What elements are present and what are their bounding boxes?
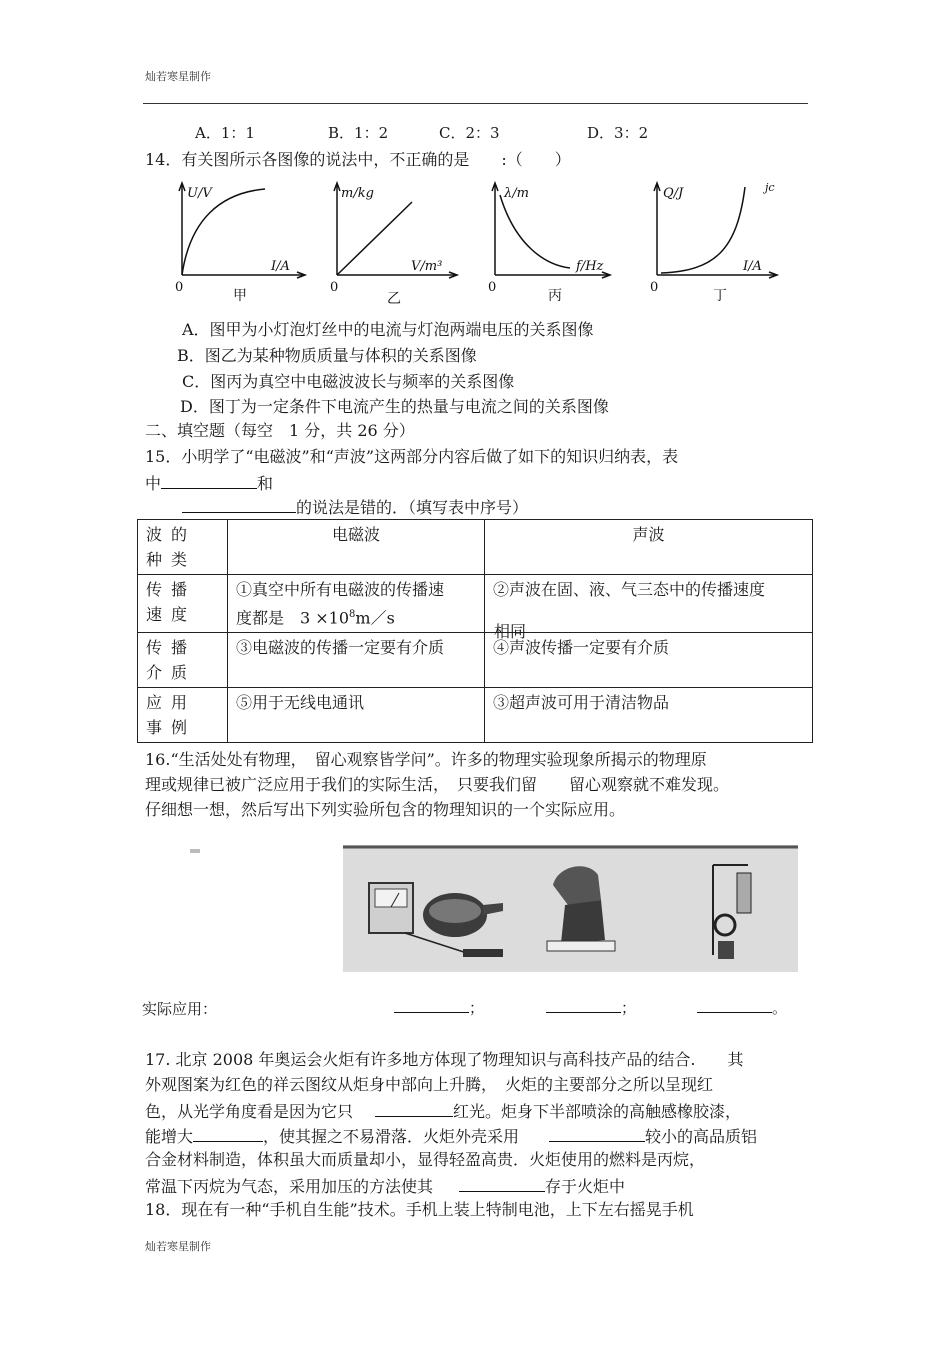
q15-prefix: 中: [145, 474, 162, 493]
q13-options: [195, 123, 648, 143]
q17-blank-3[interactable]: [549, 1125, 645, 1142]
q15-and: 和: [257, 474, 274, 493]
q13-option-c: C．2：3: [439, 124, 500, 142]
q16-line1: 16.“生活处处有物理， 留心观察皆学问”。许多的物理实验现象所揭示的物理原: [145, 750, 707, 769]
q15-instruction: 的说法是错的．（填写表中序号）: [296, 498, 529, 517]
q16-answer-2: [546, 996, 636, 1018]
table-cell-em: [228, 575, 485, 633]
q17-line4: [145, 1125, 757, 1147]
q16-line2: 理或规律已被广泛应用于我们的实际生活， 只要我们留 留心观察就不难发现。: [145, 775, 730, 794]
q16-sep-1: ；: [469, 999, 485, 1017]
graph-bing-xlabel: f/Hz: [576, 259, 604, 274]
graph-yi-caption: 乙: [387, 291, 401, 307]
table-header-em: 电磁波: [228, 520, 485, 575]
table-header-type: 波的种类: [138, 520, 228, 575]
graph-yi-origin: 0: [330, 280, 339, 295]
table-cell-name: 传播速度: [138, 575, 228, 633]
graph-jia-curve: [182, 189, 265, 275]
table-cell-sound: ②声波在固、液、气三态中的传播速度: [485, 575, 813, 633]
header-rule: [143, 103, 808, 104]
table-row: [138, 688, 813, 743]
table-cell-em: ⑤用于无线电通讯: [228, 688, 485, 743]
q17-line1: 17. 北京 2008 年奥运会火炬有许多地方体现了物理知识与高科技产品的结合. 其: [145, 1050, 744, 1069]
q17-line6-text-b: 存于火炬中: [545, 1177, 626, 1196]
q14-stem: 14．有关图所示各图像的说法中，不正确的是 :（ ）: [145, 150, 571, 169]
knowledge-table: [137, 519, 813, 743]
q13-option-a: A．1：1: [195, 124, 255, 142]
q13-option-d: D．3：2: [587, 124, 649, 142]
q17-line4-text-a: 能增大: [145, 1127, 194, 1146]
graph-bing-origin: 0: [488, 280, 497, 295]
q17-line5: 合金材料制造，体积虽大而质量却小，显得轻盈高贵．火炬使用的燃料是丙烷，: [145, 1150, 706, 1169]
q14-option-c: C．图丙为真空中电磁波波长与频率的关系图像: [182, 372, 515, 391]
q15-line2: [145, 472, 273, 494]
q17-blank-2[interactable]: [193, 1125, 263, 1142]
section-2-title: 二、填空题（每空 1 分，共 26 分）: [145, 421, 415, 440]
graph-yi-line: [337, 202, 412, 275]
graph-jia-xlabel: I/A: [271, 259, 290, 274]
scan-mark: [190, 849, 200, 853]
page-footer-text: 灿若寒星制作: [145, 1240, 211, 1253]
q17-blank-4[interactable]: [459, 1175, 545, 1192]
sound-speed-line2: 相同: [494, 622, 527, 641]
q15-line3: [182, 496, 528, 518]
q16-blank-3[interactable]: [697, 996, 772, 1013]
graph-jia-caption: 甲: [233, 288, 247, 304]
q16-blank-2[interactable]: [546, 996, 621, 1013]
graph-ding-xlabel: I/A: [743, 259, 762, 274]
graph-yi-ylabel: m/kg: [341, 186, 374, 201]
table-row: [138, 633, 813, 688]
q16-answer-1: [394, 996, 484, 1018]
experiment-photo: [343, 845, 798, 972]
q14-option-b: B．图乙为某种物质质量与体积的关系图像: [177, 346, 477, 365]
table-cell-name: 传播介质: [138, 633, 228, 688]
q17-line3-text-b: 红光。炬身下半部喷涂的高触感橡胶漆，: [453, 1102, 742, 1121]
q16-apply-label: 实际应用：: [142, 1000, 218, 1018]
graph-ding-ylabel: Q/J: [663, 186, 684, 201]
table-header-sound: 声波: [485, 520, 813, 575]
table-cell-em: ③电磁波的传播一定要有介质: [228, 633, 485, 688]
q17-line3-text-a: 色，从光学角度看是因为它只: [145, 1102, 354, 1121]
q17-line6-text-a: 常温下丙烷为气态，采用加压的方法使其: [145, 1177, 434, 1196]
em-speed-line2: 度都是 $3 \times 10^8m/s$: [236, 608, 395, 628]
graph-ding-caption: 丁: [713, 288, 727, 304]
q17-blank-1[interactable]: [375, 1100, 453, 1117]
q15-blank-2[interactable]: [182, 496, 296, 513]
q17-line4-text-b: ，使其握之不易滑落．火炬外壳采用: [263, 1127, 520, 1146]
page-header-text: 灿若寒星制作: [145, 70, 211, 83]
q17-line3: [145, 1100, 741, 1122]
table-cell-sound: ③超声波可用于清洁物品: [485, 688, 813, 743]
graph-ding-corner-mark: jc: [765, 181, 775, 194]
q17-line4-text-c: 较小的高品质铝: [645, 1127, 758, 1146]
q16-answer-3: [697, 996, 787, 1018]
q16-sep-2: ；: [621, 999, 637, 1017]
q17-line6: [145, 1175, 625, 1197]
graph-yi-xlabel: V/m³: [411, 259, 443, 274]
q14-option-d: D．图丁为一定条件下电流产生的热量与电流之间的关系图像: [180, 397, 609, 416]
q16-sep-3: 。: [772, 999, 788, 1017]
table-header-row: [138, 520, 813, 575]
q16-line3: 仔细想一想，然后写出下列实验所包含的物理知识的一个实际应用。: [145, 800, 626, 819]
em-speed-line1: ①真空中所有电磁波的传播速: [236, 580, 445, 599]
graph-jia-ylabel: U/V: [187, 186, 212, 201]
graph-jia-origin: 0: [175, 280, 184, 295]
q15-blank-1[interactable]: [161, 472, 257, 489]
graph-bing-curve: [500, 195, 570, 268]
graph-bing-caption: 丙: [548, 288, 562, 304]
q14-option-a: A．图甲为小灯泡灯丝中的电流与灯泡两端电压的关系图像: [182, 320, 594, 339]
q13-option-b: B．1：2: [328, 124, 389, 142]
table-cell-name: 应用事例: [138, 688, 228, 743]
graph-ding-origin: 0: [650, 280, 659, 295]
q16-blank-1[interactable]: [394, 996, 469, 1013]
q17-line2: 外观图案为红色的祥云图纹从炬身中部向上升腾， 火炬的主要部分之所以呈现红: [145, 1075, 714, 1094]
table-cell-sound: ④声波传播一定要有介质: [485, 633, 813, 688]
q15-line1: 15．小明学了“电磁波”和“声波”这两部分内容后做了如下的知识归纳表，表: [145, 447, 679, 466]
table-row: [138, 575, 813, 633]
q14-graphs: [165, 175, 795, 310]
q18-line1: 18．现在有一种“手机自生能”技术。手机上装上特制电池，上下左右摇晃手机: [145, 1200, 694, 1219]
graph-bing-ylabel: λ/m: [504, 186, 529, 201]
